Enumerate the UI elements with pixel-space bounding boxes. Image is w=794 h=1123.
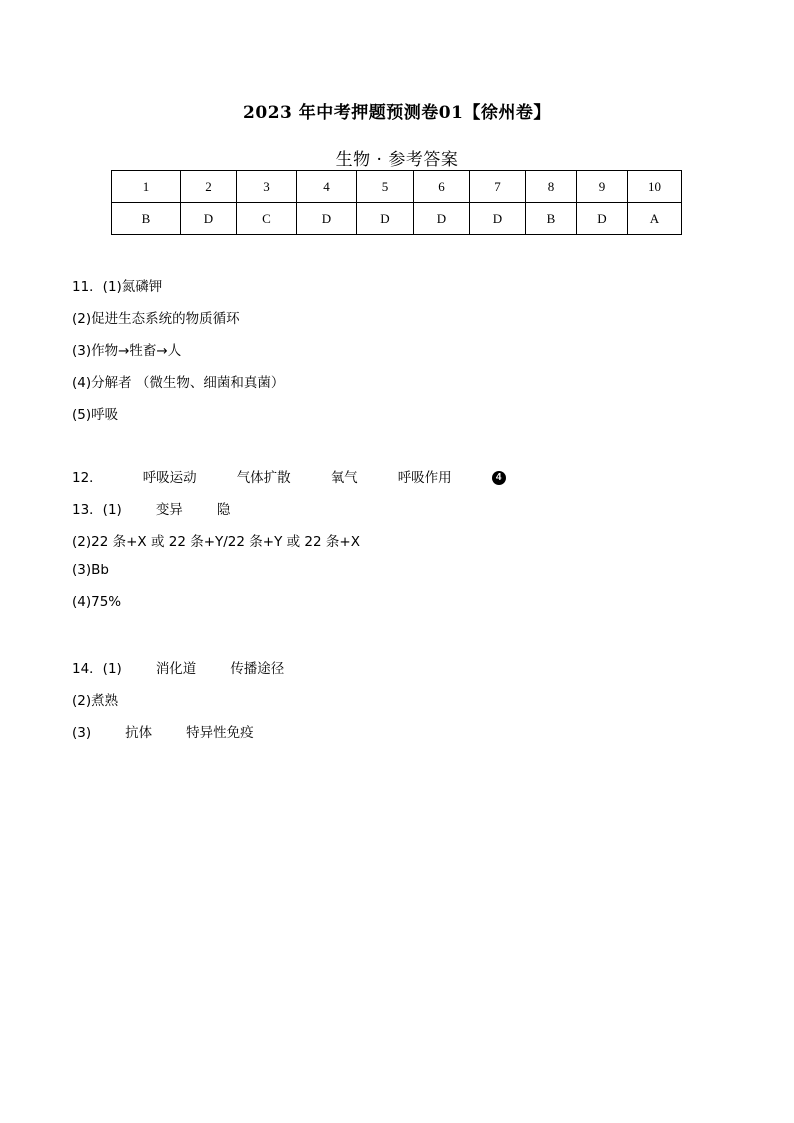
q12-answer-1: 呼吸运动 [142, 470, 197, 486]
q14-label: 14．(1) [72, 661, 122, 677]
q14-answer-1: 消化道 [155, 661, 197, 677]
answer-cell: D [577, 203, 628, 235]
question-number-cell: 4 [297, 171, 357, 203]
q12-label: 12． [72, 470, 103, 486]
page-subtitle: 生物 · 参考答案 [335, 150, 459, 170]
question-number-cell: 5 [357, 171, 414, 203]
circled-number-4: 4 [492, 471, 506, 485]
question-number-cell: 9 [577, 171, 628, 203]
q13-answer-1: 变异 [155, 502, 183, 518]
answer-cell: C [237, 203, 297, 235]
q13-answer-2: 隐 [216, 502, 231, 518]
q14-answer-4: 特异性免疫 [186, 725, 254, 741]
answer-cell: D [357, 203, 414, 235]
answer-cell: D [414, 203, 470, 235]
table-row-numbers [112, 171, 682, 203]
answer-cell: A [628, 203, 682, 235]
answer-cell: B [112, 203, 181, 235]
q12-answer-3: 氧气 [330, 470, 358, 486]
answer-cell: B [526, 203, 577, 235]
q14-line-3 [72, 721, 254, 741]
question-number-cell: 2 [181, 171, 237, 203]
q14-line-1 [72, 657, 284, 677]
answer-cell: D [181, 203, 237, 235]
q13-line-2: (2)22 条+X 或 22 条+Y/22 条+Y 或 22 条+X [72, 534, 360, 550]
q12-answer-2: 气体扩散 [236, 470, 291, 486]
q11-line-4: (4)分解者 （微生物、细菌和真菌） [72, 375, 285, 391]
q14-line-2: (2)煮熟 [72, 693, 119, 709]
q14-label-3: (3) [72, 725, 92, 741]
question-number-cell: 1 [112, 171, 181, 203]
q11-line-5: (5)呼吸 [72, 407, 119, 423]
answer-table [111, 170, 682, 235]
question-number-cell: 3 [237, 171, 297, 203]
question-number-cell: 10 [628, 171, 682, 203]
table-row-answers [112, 203, 682, 235]
q14-answer-2: 传播途径 [230, 661, 285, 677]
q11-line-1: 11．(1)氮磷钾 [72, 279, 163, 295]
page-title: 2023 年中考押题预测卷01【徐州卷】 [243, 103, 551, 123]
q13-line-3: (3)Bb [72, 562, 109, 578]
q12-answer-4: 呼吸作用 [397, 470, 452, 486]
q12-line [72, 466, 506, 486]
question-number-cell: 6 [414, 171, 470, 203]
question-number-cell: 7 [470, 171, 526, 203]
answer-cell: D [470, 203, 526, 235]
q11-line-3: (3)作物→牲畜→人 [72, 343, 182, 359]
q13-line-4: (4)75% [72, 594, 122, 610]
answer-cell: D [297, 203, 357, 235]
q13-line-1 [72, 498, 230, 518]
q14-answer-3: 抗体 [125, 725, 153, 741]
q11-line-2: (2)促进生态系统的物质循环 [72, 311, 240, 327]
question-number-cell: 8 [526, 171, 577, 203]
q13-label: 13．(1) [72, 502, 122, 518]
